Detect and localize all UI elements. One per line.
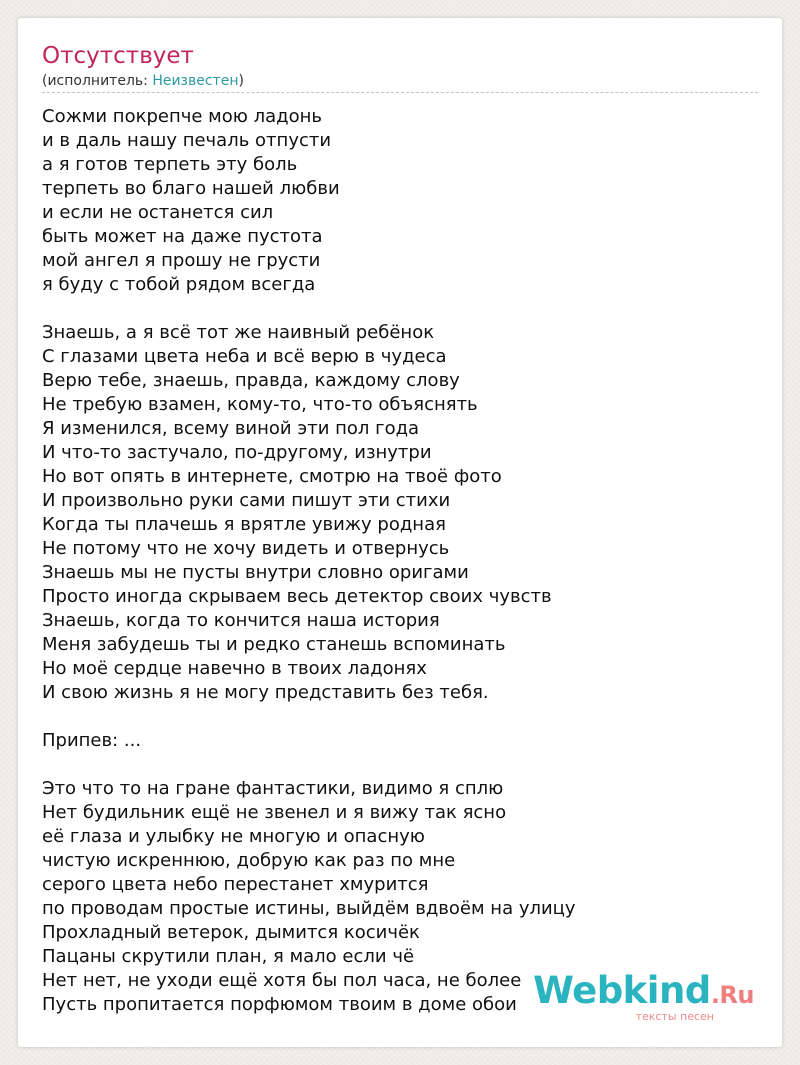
lyric-line: Но вот опять в интернете, смотрю на твоё фото: [42, 466, 502, 487]
lyric-line: С глазами цвета неба и всё верю в чудеса: [42, 346, 447, 367]
artist-suffix: ): [238, 73, 244, 89]
artist-line: [42, 72, 758, 93]
lyric-line: и в даль нашу печаль отпусти: [42, 130, 332, 151]
lyric-line: Не потому что не хочу видеть и отвернусь: [42, 538, 450, 559]
lyric-line: Знаешь, а я всё тот же наивный ребёнок: [42, 322, 435, 343]
lyric-line: чистую искреннюю, добрую как раз по мне: [42, 850, 456, 871]
lyric-line: И произвольно руки сами пишут эти стихи: [42, 490, 451, 511]
lyric-line: И свою жизнь я не могу представить без тебя.: [42, 682, 489, 703]
lyric-line: Но моё сердце навечно в твоих ладонях: [42, 658, 427, 679]
lyric-line: Меня забудешь ты и редко станешь вспоминать: [42, 634, 506, 655]
lyric-line: Не требую взамен, кому-то, что-то объяснять: [42, 394, 478, 415]
lyric-line: серого цвета небо перестанет хмурится: [42, 874, 429, 895]
lyrics-text: [42, 105, 758, 1017]
stanza-2: [42, 321, 758, 705]
lyric-line: Знаешь мы не пусты внутри словно оригами: [42, 562, 469, 583]
lyric-line: И что-то застучало, по-другому, изнутри: [42, 442, 432, 463]
song-title: Отсутствует: [42, 43, 194, 69]
lyric-line: терпеть во благо нашей любви: [42, 178, 340, 199]
lyric-line: Нет нет, не уходи ещё хотя бы пол часа, не более: [42, 970, 522, 991]
lyric-line: Нет будильник ещё не звенел и я вижу так ясно: [42, 802, 507, 823]
watermark-tagline: тексты песен: [635, 1010, 714, 1023]
stanza-1: [42, 105, 758, 297]
watermark-logo: [533, 969, 754, 1014]
lyric-line: Прохладный ветерок, дымится косичёк: [42, 922, 420, 943]
lyric-line: по проводам простые истины, выйдём вдвоём на улицу: [42, 898, 576, 919]
artist-prefix: (исполнитель:: [42, 73, 153, 89]
watermark-brand: Webkind: [533, 969, 711, 1012]
lyric-line: Я изменился, всему виной эти пол года: [42, 418, 420, 439]
lyrics-page: [18, 18, 782, 1047]
lyric-line: Это что то на гране фантастики, видимо я сплю: [42, 778, 504, 799]
lyric-line: Сожми покрепче мою ладонь: [42, 106, 322, 127]
lyric-line: мой ангел я прошу не грусти: [42, 250, 321, 271]
lyric-line: и если не останется сил: [42, 202, 274, 223]
lyric-line: её глаза и улыбку не многую и опасную: [42, 826, 425, 847]
lyric-line: Просто иногда скрываем весь детектор своих чувств: [42, 586, 552, 607]
lyric-line: а я готов терпеть эту боль: [42, 154, 298, 175]
webkind-watermark: [533, 969, 754, 1023]
lyric-line: Пацаны скрутили план, я мало если чё: [42, 946, 415, 967]
lyric-line: я буду с тобой рядом всегда: [42, 274, 316, 295]
lyric-line: Верю тебе, знаешь, правда, каждому слову: [42, 370, 460, 391]
lyric-line: Когда ты плачешь я врятле увижу родная: [42, 514, 446, 535]
watermark-tld: .Ru: [710, 981, 754, 1009]
lyric-line: Пусть пропитается порфюмом твоим в доме обои: [42, 994, 517, 1015]
lyric-line: Знаешь, когда то кончится наша история: [42, 610, 440, 631]
artist-link[interactable]: Неизвестен: [152, 73, 239, 89]
stanza-chorus: [42, 729, 758, 753]
lyric-line: быть может на даже пустота: [42, 226, 323, 247]
chorus-line: Припев: ...: [42, 730, 142, 751]
